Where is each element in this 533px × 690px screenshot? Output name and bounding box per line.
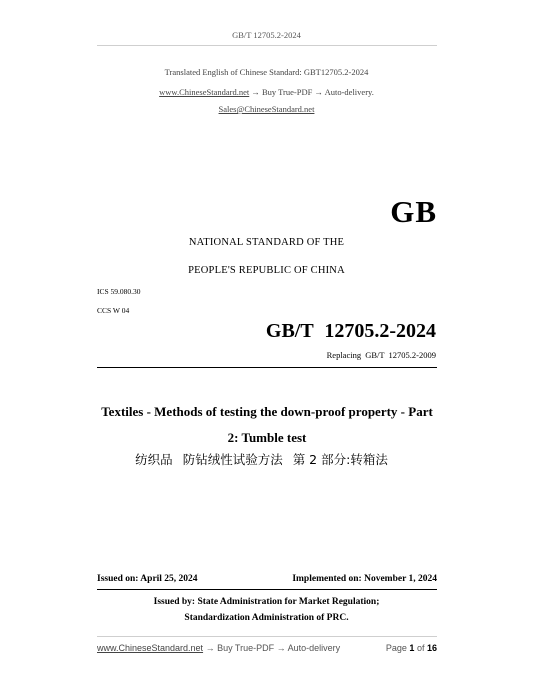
- links-line: [0, 87, 533, 97]
- ics-code: ICS 59.080.30: [97, 287, 141, 296]
- site-link[interactable]: www.ChineseStandard.net: [159, 87, 250, 97]
- cn-title-part3: 第 2 部分:转箱法: [292, 452, 388, 467]
- implemented-date: Implemented on: November 1, 2024: [292, 574, 437, 584]
- running-header: GB/T 12705.2-2024: [232, 30, 301, 40]
- issued-date: Issued on: April 25, 2024: [97, 574, 198, 584]
- sales-line: [0, 104, 533, 114]
- buy-text: Buy True-PDF: [262, 87, 313, 97]
- gb-logo: GB: [390, 194, 437, 229]
- dates-divider: [97, 589, 437, 590]
- page-indicator: [386, 643, 437, 653]
- footer-site-link[interactable]: www.ChineseStandard.net: [97, 643, 204, 653]
- page-total: 16: [426, 643, 437, 653]
- footer-links: [97, 643, 340, 653]
- arrow-icon: →: [249, 87, 262, 97]
- ccs-code: CCS W 04: [97, 306, 130, 315]
- page-word: Page: [385, 643, 407, 653]
- document-title-cn: [0, 450, 533, 468]
- translation-note: Translated English of Chinese Standard: GBT12705.2-2024: [164, 67, 369, 77]
- national-standard-line2: PEOPLE'S REPUBLIC OF CHINA: [188, 265, 345, 276]
- of-word: of: [416, 643, 425, 653]
- standard-number: GB/T 12705.2-2024: [265, 320, 436, 342]
- arrow-icon: →: [312, 87, 325, 97]
- delivery-text: Auto-delivery.: [324, 87, 374, 97]
- replacing-note: Replacing GB/T 12705.2-2009: [326, 350, 436, 360]
- document-title-en: Textiles - Methods of testing the down-proof property - Part 2: Tumble test: [101, 404, 433, 445]
- issuer-line1: Issued by: State Administration for Market Regulation;: [153, 597, 380, 607]
- header-divider: [97, 45, 437, 46]
- title-divider: [97, 367, 437, 368]
- footer-divider: [97, 636, 437, 637]
- national-standard-line1: NATIONAL STANDARD OF THE: [188, 237, 345, 248]
- cn-title-part2: 防钻绒性试验方法: [182, 452, 283, 467]
- sales-email-link[interactable]: Sales@ChineseStandard.net: [218, 104, 315, 114]
- cn-title-part1: 纺织品: [135, 452, 173, 467]
- page-number: 1: [409, 643, 415, 653]
- footer-link-text: → Buy True-PDF → Auto-delivery: [203, 643, 341, 653]
- issuer-line2: Standardization Administration of PRC.: [184, 613, 349, 623]
